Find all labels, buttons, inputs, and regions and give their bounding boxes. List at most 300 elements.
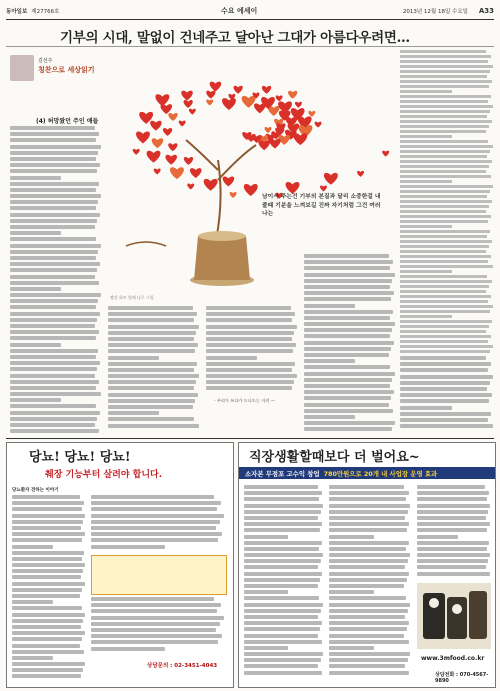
- heart-fruit: [269, 139, 281, 149]
- text-line: [304, 304, 355, 308]
- heart-fruit: [265, 127, 272, 133]
- page-number: A33: [478, 7, 494, 15]
- text-line: [400, 55, 491, 58]
- text-line: [400, 393, 492, 397]
- text-line: [108, 374, 199, 378]
- heart-fruit: [163, 128, 172, 136]
- text-line: [400, 418, 488, 422]
- body-column-2: [108, 306, 200, 436]
- heart-fruit: [382, 151, 389, 157]
- text-line: [400, 145, 493, 148]
- text-line: [329, 658, 408, 662]
- body-column-5: [400, 356, 494, 436]
- masthead-rule: [6, 19, 494, 20]
- text-line: [400, 240, 492, 243]
- heart-fruit: [204, 179, 218, 191]
- text-line: [400, 200, 492, 203]
- text-line: [10, 151, 98, 155]
- text-line: [400, 325, 489, 328]
- heart-fruit: [184, 157, 193, 165]
- text-line: [400, 387, 487, 391]
- text-line: [10, 268, 97, 272]
- text-line: [108, 393, 198, 397]
- text-line: [10, 374, 95, 378]
- text-line: [10, 219, 97, 223]
- text-line: [400, 50, 486, 53]
- text-line: [12, 532, 85, 536]
- text-line: [10, 256, 96, 260]
- text-line: [10, 250, 98, 254]
- heart-fruit: [187, 184, 194, 190]
- text-line: [304, 359, 355, 363]
- text-line: [400, 345, 493, 348]
- text-line: [206, 374, 297, 378]
- text-line: [244, 547, 319, 551]
- text-line: [400, 150, 490, 153]
- text-line: [329, 541, 409, 545]
- text-line: [12, 545, 53, 549]
- text-line: [400, 220, 488, 223]
- ad-website: www.3mfood.co.kr: [421, 655, 485, 662]
- text-line: [400, 285, 489, 288]
- text-line: [417, 497, 487, 501]
- text-line: [329, 572, 409, 576]
- text-line: [304, 372, 395, 376]
- text-line: [304, 403, 389, 407]
- heart-fruit: [293, 133, 307, 145]
- text-line: [244, 664, 318, 668]
- author-photo: [10, 55, 34, 81]
- text-line: [417, 553, 490, 557]
- text-line: [244, 603, 323, 607]
- text-line: [10, 188, 96, 192]
- text-line: [206, 349, 293, 353]
- text-line: [108, 405, 193, 409]
- text-line: [417, 547, 487, 551]
- text-line: [108, 337, 194, 341]
- text-line: [329, 522, 409, 526]
- text-line: [304, 297, 391, 301]
- heart-fruit: [222, 98, 236, 110]
- text-line: [10, 398, 61, 402]
- text-line: [244, 522, 322, 526]
- text-line: [12, 619, 83, 623]
- text-line: [206, 386, 292, 390]
- text-line: [10, 182, 99, 186]
- text-line: [108, 424, 199, 428]
- text-line: [91, 597, 214, 601]
- text-line: [10, 324, 95, 328]
- text-line: [10, 361, 100, 365]
- text-line: [304, 427, 392, 431]
- text-line: [329, 621, 409, 625]
- text-line: [329, 640, 409, 644]
- text-line: [10, 163, 100, 167]
- text-line: [108, 399, 195, 403]
- text-line: [91, 507, 217, 511]
- heart-tree-illustration: [106, 50, 396, 293]
- text-line: [10, 225, 95, 229]
- heart-fruit: [320, 186, 327, 192]
- text-line: [12, 644, 80, 648]
- text-line: [304, 328, 392, 332]
- text-line: [10, 157, 96, 161]
- text-line: [244, 621, 322, 625]
- text-line: [91, 514, 224, 518]
- text-line: [91, 538, 218, 542]
- text-line: [417, 504, 490, 508]
- text-line: [206, 343, 296, 347]
- heart-fruit: [210, 82, 222, 92]
- body-column-1: [10, 126, 102, 436]
- column-title: 칭찬으로 세상읽기: [38, 66, 95, 74]
- text-line: [12, 563, 85, 567]
- text-line: [91, 603, 221, 607]
- text-line: [244, 572, 322, 576]
- text-line: [417, 522, 490, 526]
- text-line: [91, 622, 220, 626]
- text-line: [400, 100, 488, 103]
- franchise-advertisement[interactable]: [238, 442, 496, 688]
- text-line: [10, 429, 99, 433]
- text-line: [329, 664, 405, 668]
- text-line: [244, 646, 288, 650]
- text-line: [91, 634, 222, 638]
- text-line: [244, 615, 318, 619]
- text-line: [400, 125, 489, 128]
- text-line: [91, 495, 214, 499]
- text-line: [10, 386, 96, 390]
- text-line: [400, 155, 487, 158]
- text-line: [12, 631, 85, 635]
- text-line: [206, 325, 297, 329]
- text-line: [10, 355, 96, 359]
- text-line: [304, 415, 355, 419]
- text-line: [12, 656, 53, 660]
- heart-fruit: [179, 121, 186, 127]
- text-line: [400, 70, 490, 73]
- text-line: [244, 491, 322, 495]
- ad-text-column: [91, 495, 225, 551]
- text-line: [206, 331, 294, 335]
- text-line: [304, 334, 390, 338]
- text-line: [108, 368, 194, 372]
- text-line: [10, 423, 95, 427]
- heart-fruit: [244, 184, 258, 196]
- text-line: [417, 528, 487, 532]
- text-line: [304, 347, 391, 351]
- text-line: [400, 90, 452, 93]
- text-line: [417, 491, 489, 495]
- text-line: [417, 572, 490, 576]
- text-line: [400, 330, 486, 333]
- text-line: [304, 322, 395, 326]
- text-line: [10, 287, 61, 291]
- text-line: [400, 120, 492, 123]
- text-line: [329, 547, 406, 551]
- text-line: [400, 65, 493, 68]
- text-line: [12, 557, 82, 561]
- text-line: [244, 497, 319, 501]
- text-line: [12, 514, 85, 518]
- text-line: [400, 305, 493, 308]
- text-line: [329, 535, 374, 539]
- text-line: [244, 652, 323, 656]
- heart-fruit: [190, 168, 202, 178]
- text-line: [400, 340, 488, 343]
- text-line: [244, 559, 321, 563]
- text-line: [244, 671, 322, 675]
- text-line: [400, 270, 452, 273]
- text-line: [10, 231, 61, 235]
- text-line: [108, 380, 196, 384]
- text-line: [91, 628, 216, 632]
- text-line: [244, 553, 323, 557]
- text-line: [108, 411, 159, 415]
- text-line: [329, 510, 408, 514]
- text-line: [10, 213, 100, 217]
- text-line: [400, 130, 486, 133]
- text-line: [12, 588, 82, 592]
- text-line: [417, 565, 486, 569]
- text-line: [10, 349, 98, 353]
- text-line: [417, 485, 485, 489]
- text-line: [206, 337, 292, 341]
- text-line: [206, 368, 292, 372]
- text-line: [400, 185, 493, 188]
- text-line: [244, 565, 318, 569]
- text-line: [400, 175, 491, 178]
- text-line: [244, 634, 318, 638]
- text-line: [12, 662, 85, 666]
- text-line: [10, 194, 101, 198]
- text-line: [400, 350, 490, 353]
- text-line: [304, 341, 394, 345]
- heart-fruit: [288, 91, 297, 99]
- pull-quote: 남이서 주는건 기부의 본질과 달리 소중한걸 내줄때 기분을 느껴보길 진짜 자기처럼 그건 여러 나는: [262, 194, 381, 217]
- text-line: [329, 565, 405, 569]
- body-column-3: [206, 306, 298, 396]
- text-line: [400, 406, 452, 410]
- text-line: [400, 210, 486, 213]
- text-line: [91, 647, 165, 651]
- text-line: [304, 390, 394, 394]
- text-line: [400, 275, 487, 278]
- text-line: [206, 362, 295, 366]
- text-line: [400, 356, 486, 360]
- text-line: [91, 616, 224, 620]
- text-line: [400, 80, 492, 83]
- text-line: [10, 336, 96, 340]
- text-line: [12, 600, 53, 604]
- ad-subtitle: 췌장 기능부터 살려야 합니다.: [45, 470, 163, 480]
- text-line: [329, 609, 408, 613]
- heart-fruit: [223, 177, 235, 187]
- text-line: [400, 381, 490, 385]
- ad-band-highlight: 780만원으로 20개 내 사업장 운영 효과: [323, 469, 438, 478]
- text-line: [400, 362, 491, 366]
- text-line: [108, 362, 197, 366]
- text-line: [206, 380, 294, 384]
- text-line: [400, 75, 487, 78]
- text-line: [12, 637, 82, 641]
- text-line: [12, 538, 82, 542]
- text-line: [206, 356, 257, 360]
- heart-fruit: [170, 167, 184, 179]
- text-line: [329, 559, 408, 563]
- text-line: [108, 386, 194, 390]
- text-line: [400, 105, 493, 108]
- text-line: [304, 421, 395, 425]
- text-line: [417, 541, 489, 545]
- text-line: [400, 245, 489, 248]
- text-line: [108, 417, 194, 421]
- heart-fruit: [152, 138, 164, 148]
- text-line: [10, 169, 97, 173]
- text-line: [10, 237, 96, 241]
- text-line: [400, 235, 487, 238]
- text-line: [329, 516, 405, 520]
- issue-date: 2013년 12월 18일 수요일: [402, 9, 468, 15]
- text-line: [91, 640, 218, 644]
- heart-fruit: [315, 122, 322, 128]
- text-line: [400, 310, 490, 313]
- text-line: [10, 330, 99, 334]
- heart-fruit: [189, 109, 196, 115]
- text-line: [400, 280, 492, 283]
- text-line: [244, 485, 318, 489]
- text-line: [304, 378, 392, 382]
- ad-phone: 상담전화 : 070-4567-9890: [435, 672, 489, 684]
- text-line: [91, 520, 220, 524]
- article-kicker: (4) 허망왔던 주인 애들: [36, 118, 99, 125]
- heart-fruit: [136, 132, 150, 144]
- text-line: [400, 195, 487, 198]
- text-line: [12, 495, 80, 499]
- text-line: [12, 569, 83, 573]
- text-line: [244, 658, 321, 662]
- text-line: [400, 265, 493, 268]
- diabetes-advertisement[interactable]: [6, 442, 234, 688]
- text-line: [91, 532, 222, 536]
- text-line: [400, 165, 489, 168]
- text-line: [244, 541, 322, 545]
- text-line: [10, 275, 95, 279]
- text-line: [10, 176, 61, 180]
- text-line: [244, 640, 322, 644]
- text-line: [10, 145, 101, 149]
- text-line: [244, 627, 320, 631]
- heart-fruit: [150, 121, 162, 131]
- heart-fruit: [262, 86, 271, 94]
- heart-fruit: [324, 173, 338, 185]
- text-line: [400, 290, 486, 293]
- text-line: [329, 578, 407, 582]
- masthead: [6, 4, 494, 18]
- text-line: [400, 60, 488, 63]
- text-line: [304, 365, 390, 369]
- text-line: [244, 609, 321, 613]
- text-line: [12, 625, 81, 629]
- ad-band-text: 소자본 무점포 고수익 창업: [245, 469, 320, 478]
- heart-fruit: [168, 143, 177, 151]
- text-line: [206, 318, 292, 322]
- text-line: [329, 485, 404, 489]
- text-line: [400, 215, 491, 218]
- text-line: [12, 526, 81, 530]
- text-line: [400, 140, 488, 143]
- ad-band: [239, 467, 495, 479]
- ad-text-column: [329, 485, 411, 681]
- text-line: [400, 368, 488, 372]
- text-line: [244, 590, 288, 594]
- text-line: [329, 627, 407, 631]
- text-line: [400, 190, 490, 193]
- heart-fruit: [184, 100, 193, 108]
- heart-fruit: [155, 94, 169, 106]
- text-line: [108, 349, 195, 353]
- text-line: [417, 559, 488, 563]
- text-line: [400, 250, 486, 253]
- text-line: [304, 353, 389, 357]
- issue-number: 제27766호: [31, 9, 60, 15]
- text-line: [91, 526, 216, 530]
- heart-fruit: [357, 171, 364, 177]
- text-line: [12, 575, 81, 579]
- text-line: [12, 668, 83, 672]
- bottom-quote: - 우리가 쓰다가 드나드는 자의 —: [214, 398, 275, 403]
- text-line: [329, 646, 374, 650]
- text-line: [10, 244, 101, 248]
- author-name: 김선주: [38, 58, 53, 64]
- heart-fruit: [165, 155, 177, 165]
- heart-fruit: [242, 96, 256, 108]
- heart-fruit: [206, 91, 215, 99]
- text-line: [244, 528, 320, 532]
- text-line: [108, 343, 198, 347]
- text-line: [400, 95, 491, 98]
- text-line: [400, 295, 491, 298]
- heart-fruit: [181, 91, 193, 101]
- text-line: [329, 671, 409, 675]
- text-line: [12, 613, 85, 617]
- text-line: [12, 674, 81, 678]
- text-line: [91, 545, 165, 549]
- text-line: [10, 299, 98, 303]
- text-line: [400, 315, 452, 318]
- text-line: [10, 138, 96, 142]
- text-line: [400, 335, 491, 338]
- newspaper-name: 동아일보: [6, 9, 28, 15]
- text-line: [400, 255, 491, 258]
- text-line: [12, 582, 85, 586]
- text-line: [400, 412, 491, 416]
- text-line: [400, 424, 493, 428]
- text-line: [417, 510, 488, 514]
- text-line: [329, 652, 410, 656]
- ad-divider: [6, 438, 494, 439]
- text-line: [329, 491, 409, 495]
- article-headline: 기부의 시대, 말없이 건네주고 달아난 그대가 아름다우려면…: [60, 30, 410, 46]
- text-line: [12, 507, 82, 511]
- text-line: [206, 312, 295, 316]
- heart-fruit: [147, 151, 161, 163]
- text-line: [244, 510, 321, 514]
- text-line: [10, 262, 100, 266]
- text-line: [12, 650, 84, 654]
- text-line: [400, 375, 493, 379]
- text-line: [12, 551, 84, 555]
